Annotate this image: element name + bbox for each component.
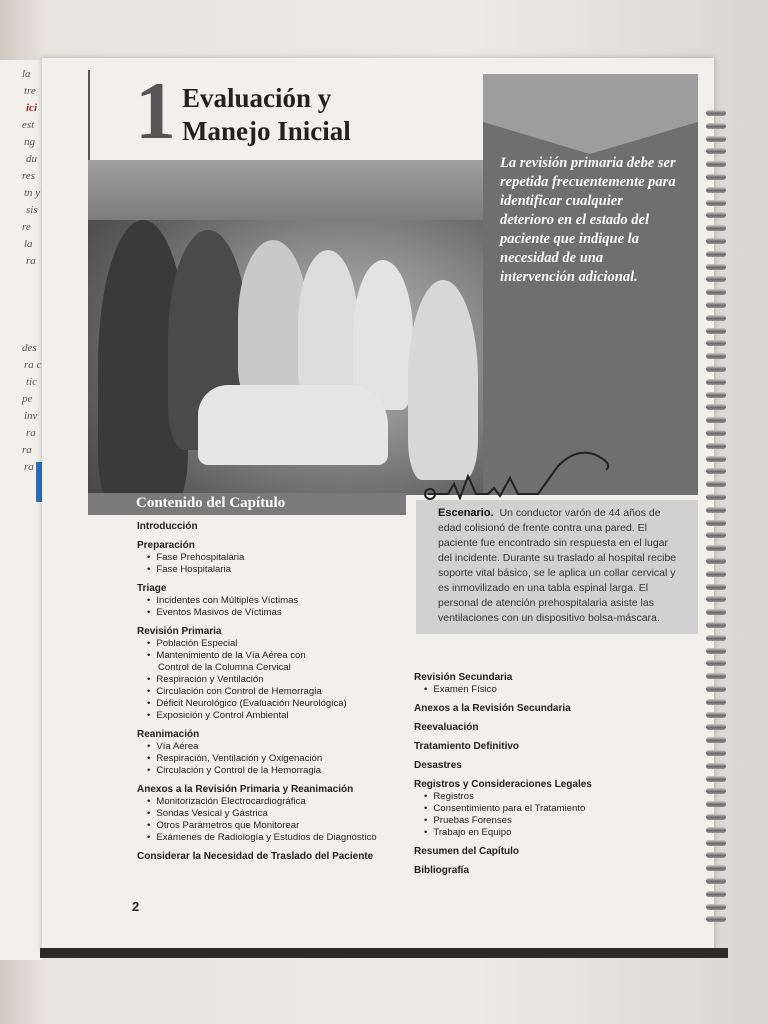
spiral-coil bbox=[706, 289, 726, 295]
spiral-coil bbox=[706, 699, 726, 705]
contents-item: Control de la Columna Cervical bbox=[158, 662, 291, 673]
spiral-coil bbox=[706, 763, 726, 769]
adjacent-page-fragment: inv bbox=[24, 410, 38, 422]
adjacent-page-fragment: ra bbox=[26, 427, 36, 439]
spiral-coil bbox=[706, 852, 726, 858]
contents-item: • Circulación y Control de la Hemorragia bbox=[137, 765, 407, 777]
scenario-label: Escenario. bbox=[438, 507, 494, 519]
adjacent-page-fragment: tn y bbox=[24, 187, 41, 199]
adjacent-page-fragment: tre bbox=[24, 85, 36, 97]
spiral-coil bbox=[706, 443, 726, 449]
spiral-coil bbox=[706, 635, 726, 641]
spiral-coil bbox=[706, 840, 726, 846]
spiral-coil bbox=[706, 686, 726, 692]
adjacent-page-fragment: ici bbox=[26, 102, 37, 114]
contents-item: • Población Especial bbox=[137, 638, 407, 650]
spiral-coil bbox=[706, 353, 726, 359]
spiral-coil bbox=[706, 571, 726, 577]
spiral-coil bbox=[706, 174, 726, 180]
contents-list-right bbox=[414, 672, 674, 877]
spiral-coil bbox=[706, 904, 726, 910]
adjacent-page-fragment: ra bbox=[24, 461, 34, 473]
pull-quote: La revisión primaria debe ser repetida frecuentemente para identificar cualquier deterioro en el estado del paciente que indique la necesidad de una intervención adicional. bbox=[500, 155, 676, 285]
adjacent-page-fragment: re bbox=[22, 221, 31, 233]
contents-list-left bbox=[137, 521, 407, 863]
contents-item: • Eventos Masivos de Víctimas bbox=[137, 607, 407, 619]
spiral-coil bbox=[706, 660, 726, 666]
contents-section-title: Revisión Secundaria bbox=[414, 672, 513, 683]
contents-section-title: Triage bbox=[137, 583, 167, 594]
contents-section-title: Registros y Consideraciones Legales bbox=[414, 779, 592, 790]
spiral-coil bbox=[706, 379, 726, 385]
spiral-coil bbox=[706, 520, 726, 526]
spiral-coil bbox=[706, 622, 726, 628]
contents-section-title: Anexos a la Revisión Primaria y Reanimación bbox=[137, 784, 354, 795]
contents-item: • Vía Aérea bbox=[137, 741, 407, 753]
spiral-coil bbox=[706, 430, 726, 436]
contents-item: • Consentimiento para el Tratamiento bbox=[414, 803, 674, 815]
contents-item: • Mantenimiento de la Vía Aérea con bbox=[137, 650, 407, 662]
contents-section-title: Bibliografía bbox=[414, 865, 470, 876]
spiral-coil bbox=[706, 200, 726, 206]
adjacent-page-fragment: ra c bbox=[24, 359, 42, 371]
spiral-coil bbox=[706, 878, 726, 884]
chapter-number: 1 bbox=[135, 65, 176, 156]
spiral-coil bbox=[706, 468, 726, 474]
contents-item: • Monitorización Electrocardiográfica bbox=[137, 796, 407, 808]
quote-panel-notch bbox=[483, 74, 698, 164]
spiral-coil bbox=[706, 801, 726, 807]
spiral-coil bbox=[706, 276, 726, 282]
contents-item: • Sondas Vesical y Gástrica bbox=[137, 808, 407, 820]
scenario-body: Un conductor varón de 44 años de edad colisionó de frente contra una pared. El paciente fue encontrado sin respuesta en el lugar del incidente. Durante su traslado al hospital recibe soporte vital básico, se le aplica un collar cervical y es inmovilizado en una tabla espinal larga. El personal de atención prehospitalaria asiste las ventilaciones con un dispositivo bolsa-máscara. bbox=[438, 507, 677, 624]
adjacent-page-fragment: ng bbox=[24, 136, 35, 148]
spiral-coil bbox=[706, 673, 726, 679]
adjacent-page-edge bbox=[0, 60, 42, 960]
spiral-coil bbox=[706, 110, 726, 116]
spiral-coil bbox=[706, 187, 726, 193]
spiral-coil bbox=[706, 776, 726, 782]
contents-item: • Exámenes de Radiología y Estudios de Diagnóstico bbox=[137, 832, 407, 844]
adjacent-page-fragment: du bbox=[26, 153, 37, 165]
spiral-coil bbox=[706, 827, 726, 833]
contents-section-title: Introducción bbox=[137, 521, 198, 532]
spiral-coil bbox=[706, 302, 726, 308]
spiral-coil bbox=[706, 596, 726, 602]
contents-section-title: Resumen del Capítulo bbox=[414, 846, 520, 857]
contents-item: • Déficit Neurológico (Evaluación Neurológica) bbox=[137, 698, 407, 710]
spiral-coil bbox=[706, 212, 726, 218]
contents-item: • Circulación con Control de Hemorragia bbox=[137, 686, 407, 698]
contents-section-title: Reevaluación bbox=[414, 722, 479, 733]
spiral-coil bbox=[706, 238, 726, 244]
spiral-coil bbox=[706, 532, 726, 538]
spiral-coil bbox=[706, 417, 726, 423]
contents-item: • Trabajo en Equipo bbox=[414, 827, 674, 839]
spiral-coil bbox=[706, 392, 726, 398]
spiral-coil bbox=[706, 891, 726, 897]
adjacent-page-fragment: sis bbox=[26, 204, 38, 216]
spiral-coil bbox=[706, 609, 726, 615]
contents-section-title: Revisión Primaria bbox=[137, 626, 222, 637]
contents-item: • Pruebas Forenses bbox=[414, 815, 674, 827]
contents-section-title: Preparación bbox=[137, 540, 195, 551]
spiral-coil bbox=[706, 724, 726, 730]
spiral-coil bbox=[706, 148, 726, 154]
adjacent-page-fragment: pe bbox=[22, 393, 33, 405]
spiral-binding bbox=[706, 110, 730, 930]
contents-section-title: Desastres bbox=[414, 760, 462, 771]
contents-item: • Fase Prehospitalaria bbox=[137, 552, 407, 564]
spiral-coil bbox=[706, 328, 726, 334]
contents-item: • Incidentes con Múltiples Víctimas bbox=[137, 595, 407, 607]
adjacent-page-fragment: des bbox=[22, 342, 37, 354]
scenario-text bbox=[438, 506, 678, 626]
contents-section-title: Anexos a la Revisión Secundaria bbox=[414, 703, 571, 714]
spiral-coil bbox=[706, 136, 726, 142]
contents-header-bar bbox=[88, 493, 406, 515]
contents-item: • Otros Parámetros que Monitorear bbox=[137, 820, 407, 832]
chapter-title bbox=[182, 82, 351, 148]
spiral-coil bbox=[706, 481, 726, 487]
spiral-coil bbox=[706, 456, 726, 462]
spiral-coil bbox=[706, 814, 726, 820]
spiral-coil bbox=[706, 558, 726, 564]
spiral-coil bbox=[706, 340, 726, 346]
spiral-coil bbox=[706, 264, 726, 270]
spiral-coil bbox=[706, 648, 726, 654]
spiral-coil bbox=[706, 737, 726, 743]
contents-item: • Respiración y Ventilación bbox=[137, 674, 407, 686]
contents-section-title: Reanimación bbox=[137, 729, 200, 740]
contents-section-title: Tratamiento Definitivo bbox=[414, 741, 520, 752]
spiral-coil bbox=[706, 916, 726, 922]
spiral-coil bbox=[706, 251, 726, 257]
page-number: 2 bbox=[132, 899, 140, 914]
adjacent-page-fragment: ra bbox=[26, 255, 36, 267]
adjacent-page-fragment: ra bbox=[22, 444, 32, 456]
chapter-title-line1: Evaluación y bbox=[182, 83, 332, 113]
spiral-coil bbox=[706, 507, 726, 513]
spiral-coil bbox=[706, 225, 726, 231]
ekg-stethoscope-graphic bbox=[418, 438, 618, 508]
spiral-coil bbox=[706, 712, 726, 718]
spiral-coil bbox=[706, 865, 726, 871]
spiral-coil bbox=[706, 788, 726, 794]
spiral-coil bbox=[706, 545, 726, 551]
contents-item: • Examen Físico bbox=[414, 684, 674, 696]
contents-item: • Registros bbox=[414, 791, 674, 803]
contents-item: • Exposición y Control Ambiental bbox=[137, 710, 407, 722]
chapter-title-line2: Manejo Inicial bbox=[182, 116, 351, 146]
contents-section-title: Considerar la Necesidad de Traslado del Paciente bbox=[137, 851, 374, 862]
spiral-coil bbox=[706, 750, 726, 756]
spiral-coil bbox=[706, 161, 726, 167]
spiral-coil bbox=[706, 584, 726, 590]
adjacent-page-fragment: est bbox=[22, 119, 35, 131]
adjacent-page-fragment: res bbox=[22, 170, 36, 182]
adjacent-page-fragment: la bbox=[22, 68, 31, 80]
spiral-coil bbox=[706, 494, 726, 500]
contents-item: • Respiración, Ventilación y Oxigenación bbox=[137, 753, 407, 765]
spiral-coil bbox=[706, 404, 726, 410]
adjacent-page-fragment: la bbox=[24, 238, 33, 250]
spiral-coil bbox=[706, 366, 726, 372]
page-bottom-shadow bbox=[40, 948, 728, 958]
contents-header: Contenido del Capítulo bbox=[136, 495, 286, 511]
contents-item: • Fase Hospitalaria bbox=[137, 564, 407, 576]
adjacent-page-fragment: tic bbox=[26, 376, 37, 388]
spiral-coil bbox=[706, 123, 726, 129]
spiral-coil bbox=[706, 315, 726, 321]
